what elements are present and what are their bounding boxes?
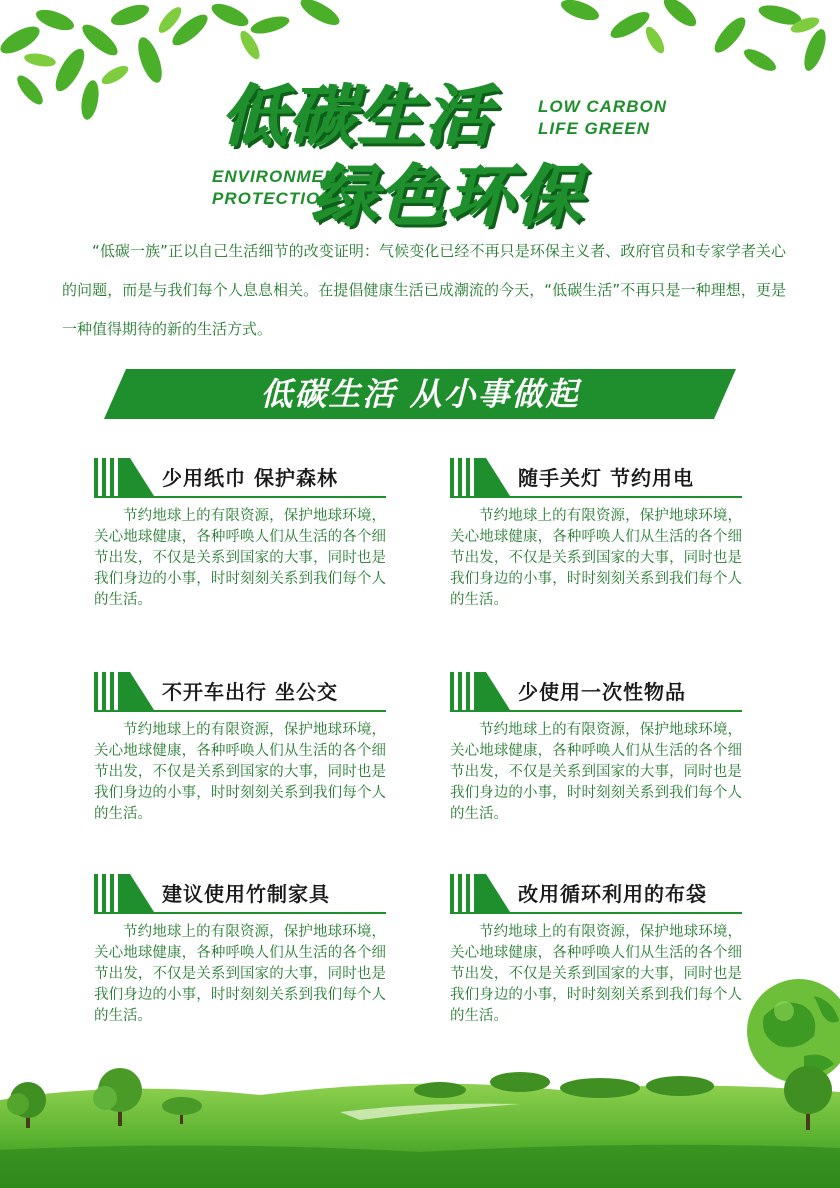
grass-landscape [0, 1040, 840, 1188]
title-line-2: 绿色环保 [312, 159, 584, 236]
stripe-marker-icon [94, 458, 158, 498]
tip-card-header [450, 874, 750, 914]
stripe-marker-icon [94, 672, 158, 712]
tip-card-text: 节约地球上的有限资源，保护地球环境，关心地球健康，各种呼唤人们从生活的各个细节出发，不仅是关系到国家的大事，同时也是我们身边的小事，时时刻刻关系到我们每个人的生活。 [94, 924, 386, 1024]
stripe-marker-icon [450, 458, 514, 498]
english-left-line-1: ENVIRONMENT [212, 167, 349, 186]
tip-card [94, 874, 394, 1027]
intro-text: “低碳一族”正以自己生活细节的改变证明：气候变化已经不再只是环保主义者、政府官员和专家学者关心的问题，而是与我们每个人息息相关。在提倡健康生活已成潮流的今天，“低碳生活”不再只是一种理想，更是一种值得期待的新的生活方式。 [62, 242, 786, 338]
tip-card [94, 458, 394, 611]
section-banner [104, 369, 736, 419]
intro-paragraph [62, 232, 786, 349]
stripe-marker-icon [450, 874, 514, 914]
leaves-right-decoration-icon [550, 0, 840, 90]
tip-card-title: 随手关灯 节约用电 [518, 466, 694, 490]
tip-card-header [94, 458, 394, 498]
tip-card-header [450, 458, 750, 498]
tip-card-divider [450, 912, 742, 914]
tip-card-title: 少用纸巾 保护森林 [162, 466, 338, 490]
tip-card-divider [94, 496, 386, 498]
tip-card-text: 节约地球上的有限资源，保护地球环境，关心地球健康，各种呼唤人们从生活的各个细节出发，不仅是关系到国家的大事，同时也是我们身边的小事，时时刻刻关系到我们每个人的生活。 [450, 722, 742, 822]
english-left-line-2: PROTECTION [212, 189, 334, 208]
english-right-line-2: LIFE GREEN [538, 119, 651, 138]
tip-card-divider [94, 912, 386, 914]
english-subtitle-right [538, 96, 667, 140]
tip-card-text: 节约地球上的有限资源，保护地球环境，关心地球健康，各种呼唤人们从生活的各个细节出发，不仅是关系到国家的大事，同时也是我们身边的小事，时时刻刻关系到我们每个人的生活。 [450, 924, 742, 1024]
tip-card-title: 少使用一次性物品 [518, 680, 686, 704]
english-subtitle-left [212, 166, 349, 210]
tip-card [450, 672, 750, 825]
stripe-marker-icon [450, 672, 514, 712]
stripe-marker-icon [94, 874, 158, 914]
tip-card-divider [450, 496, 742, 498]
tip-card-divider [450, 710, 742, 712]
tip-card [450, 874, 750, 1027]
tip-card-header [94, 874, 394, 914]
title-line-1: 低碳生活 [222, 79, 494, 156]
tip-card-header [94, 672, 394, 712]
tip-card-text: 节约地球上的有限资源，保护地球环境，关心地球健康，各种呼唤人们从生活的各个细节出发，不仅是关系到国家的大事，同时也是我们身边的小事，时时刻刻关系到我们每个人的生活。 [94, 722, 386, 822]
banner-title: 低碳生活 从小事做起 [260, 375, 580, 413]
tip-card-text: 节约地球上的有限资源，保护地球环境，关心地球健康，各种呼唤人们从生活的各个细节出发，不仅是关系到国家的大事，同时也是我们身边的小事，时时刻刻关系到我们每个人的生活。 [450, 508, 742, 608]
tip-card-text: 节约地球上的有限资源，保护地球环境，关心地球健康，各种呼唤人们从生活的各个细节出发，不仅是关系到国家的大事，同时也是我们身边的小事，时时刻刻关系到我们每个人的生活。 [94, 508, 386, 608]
tip-card-header [450, 672, 750, 712]
tip-card-title: 不开车出行 坐公交 [162, 680, 338, 704]
tip-card [94, 672, 394, 825]
tip-card-title: 改用循环利用的布袋 [518, 882, 707, 906]
tip-card-divider [94, 710, 386, 712]
tip-card-title: 建议使用竹制家具 [162, 882, 330, 906]
tip-card [450, 458, 750, 611]
english-right-line-1: LOW CARBON [538, 97, 667, 116]
